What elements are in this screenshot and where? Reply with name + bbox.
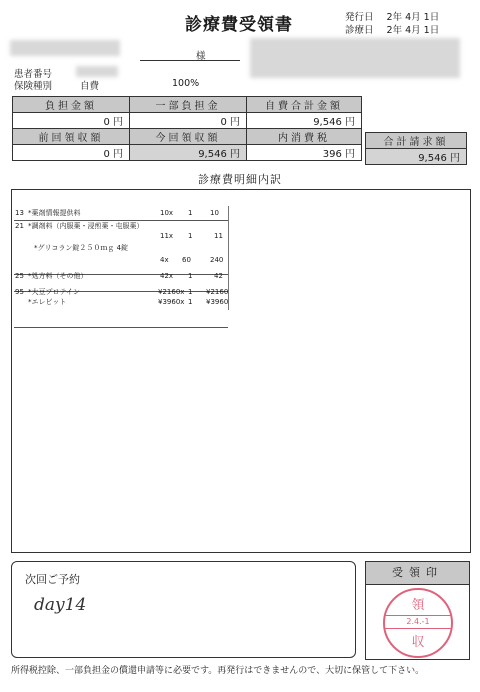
row-amount: 11 [214, 232, 223, 240]
row-code: 13 [15, 209, 24, 217]
row-qty: 42x [160, 272, 174, 280]
row-name: *処方料（その他） [28, 272, 88, 280]
grand-total-label: 合計請求額 [366, 133, 467, 149]
detail-row [12, 271, 228, 281]
detail-row [12, 208, 228, 218]
row-amount: 42 [214, 272, 223, 280]
stamp-top-char: 領 [411, 598, 425, 613]
redacted-patient-name [10, 40, 120, 56]
receipt-stamp [383, 588, 453, 658]
row-code: 95 [15, 288, 24, 296]
visit-date-value: 2年 4月 1日 [386, 25, 440, 36]
handwritten-note: day14 [34, 595, 87, 615]
footer-note: 所得税控除、一部負担金の償還申請等に必要です。再発行はできませんので、大切に保管して下さい。 [11, 666, 425, 676]
detail-row [12, 255, 228, 265]
row-name: *エレビット [28, 298, 67, 306]
row-mult: 1 [188, 298, 193, 306]
row-mult: 1 [188, 272, 193, 280]
redacted-clinic-info [250, 38, 460, 78]
row-name: *薬剤情報提供料 [28, 209, 81, 217]
row-amount: ¥3960 [206, 298, 229, 306]
row-amount: 10 [210, 209, 219, 217]
next-appointment-box [11, 561, 356, 658]
detail-row [12, 231, 228, 241]
issue-date-label: 発行日 [345, 12, 374, 23]
grand-total-value: 9,546 円 [366, 149, 467, 165]
next-appointment-label: 次回ご予約 [25, 573, 80, 586]
row-name: *調剤料（内服薬・浸煎薬・屯服薬） [28, 222, 144, 230]
patient-number-label: 患者番号 [14, 69, 53, 80]
row-mult: 1 [188, 232, 193, 240]
previous-receipt-value: 0 円 [13, 145, 130, 161]
partial-value: 0 円 [130, 113, 247, 129]
partial-label: 一部負担金 [130, 97, 247, 113]
receipt-stamp-box [365, 561, 470, 660]
burden-value: 0 円 [13, 113, 130, 129]
detail-rows [12, 208, 228, 307]
issue-date-block [345, 11, 439, 24]
detail-box [11, 189, 471, 553]
visit-date-label: 診療日 [345, 25, 374, 36]
grand-total-table [365, 132, 467, 165]
redacted-patient-number [76, 66, 118, 77]
stamp-date: 2.4.-1 [385, 615, 451, 629]
previous-receipt-label: 前回領収額 [13, 129, 130, 145]
issue-date-value: 2年 4月 1日 [386, 12, 440, 23]
honorific: 様 [196, 51, 206, 62]
stamp-bottom-char: 収 [411, 635, 425, 650]
insurance-type-label: 保険種別 [14, 81, 53, 92]
summary-table [12, 96, 362, 161]
row-separator [14, 327, 228, 328]
current-receipt-label: 今回領収額 [130, 129, 247, 145]
detail-row [12, 297, 228, 307]
row-code: 25 [15, 272, 24, 280]
row-mult: 1 [188, 288, 193, 296]
insurance-type-value: 自費 [80, 81, 100, 92]
receipt-stamp-label: 受領印 [366, 562, 469, 585]
document-title: 診療費受領書 [185, 15, 293, 35]
detail-row [12, 243, 228, 253]
coverage-rate: 100% [172, 78, 200, 89]
row-qty: ¥2160x [158, 288, 185, 296]
detail-title: 診療費明細内訳 [198, 173, 282, 186]
self-total-value: 9,546 円 [247, 113, 362, 129]
current-receipt-value: 9,546 円 [130, 145, 247, 161]
detail-row [12, 287, 228, 297]
row-qty: 11x [160, 232, 174, 240]
row-name: *グリコラン錠２５０ｍｇ 4錠 [34, 244, 129, 252]
row-mult: 60 [182, 256, 191, 264]
row-qty: ¥3960x [158, 298, 185, 306]
detail-row [12, 221, 228, 231]
row-amount: 240 [210, 256, 224, 264]
burden-label: 負担金額 [13, 97, 130, 113]
row-mult: 1 [188, 209, 193, 217]
row-qty: 10x [160, 209, 174, 217]
row-code: 21 [15, 222, 24, 230]
row-qty: 4x [160, 256, 169, 264]
tax-value: 396 円 [247, 145, 362, 161]
self-total-label: 自費合計金額 [247, 97, 362, 113]
tax-label: 内消費税 [247, 129, 362, 145]
visit-date-block [345, 24, 439, 37]
row-name: *大豆プロテイン [28, 288, 81, 296]
row-amount: ¥2160 [206, 288, 229, 296]
name-underline [140, 60, 240, 61]
